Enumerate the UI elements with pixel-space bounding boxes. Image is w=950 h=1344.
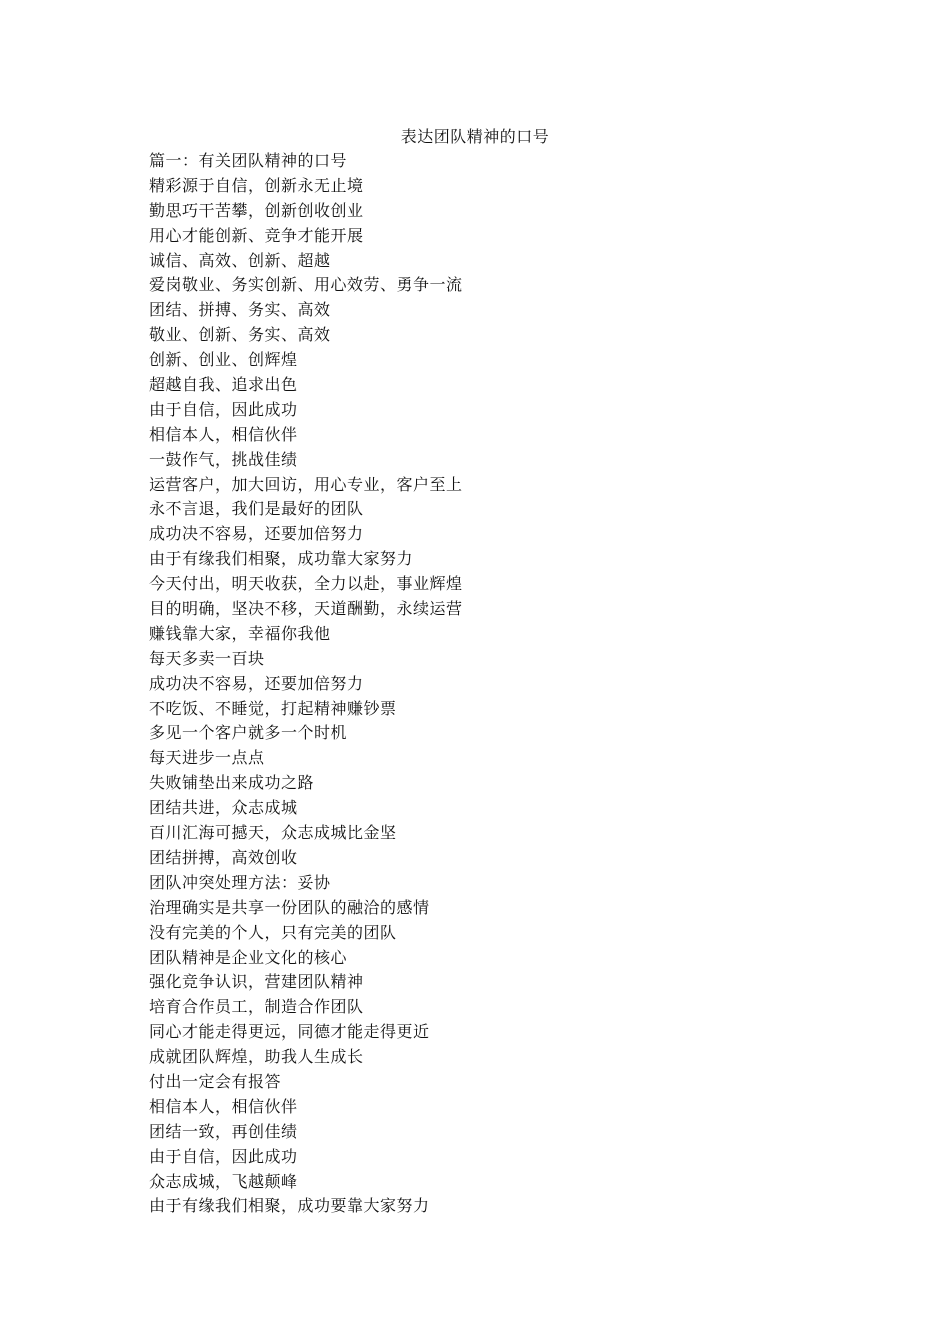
- slogan-line: 不吃饭、不睡觉，打起精神赚钞票: [149, 698, 397, 718]
- slogan-line: 创新、创业、创辉煌: [149, 350, 298, 370]
- slogan-line: 永不言退，我们是最好的团队: [149, 499, 364, 519]
- slogan-line: 一鼓作气，挑战佳绩: [149, 449, 298, 469]
- slogan-line: 团队冲突处理方法：妥协: [149, 872, 331, 892]
- slogan-line: 目的明确，坚决不移，天道酬勤，永续运营: [149, 599, 463, 619]
- slogan-line: 由于自信，因此成功: [149, 1146, 298, 1166]
- slogan-line: 没有完美的个人，只有完美的团队: [149, 922, 397, 942]
- slogan-line: 今天付出，明天收获，全力以赴，事业辉煌: [149, 574, 463, 594]
- slogan-line: 超越自我、追求出色: [149, 375, 298, 395]
- slogan-line: 培育合作员工，制造合作团队: [149, 997, 364, 1017]
- slogan-line: 治理确实是共享一份团队的融洽的感情: [149, 897, 430, 917]
- document-title: 表达团队精神的口号: [400, 127, 550, 146]
- slogan-line: 运营客户，加大回访，用心专业，客户至上: [149, 474, 463, 494]
- slogan-line: 爱岗敬业、务实创新、用心效劳、勇争一流: [149, 275, 463, 295]
- slogan-line: 众志成城，飞越颠峰: [149, 1171, 298, 1191]
- slogan-line: 相信本人，相信伙伴: [149, 424, 298, 444]
- slogan-line: 由于有缘我们相聚，成功要靠大家努力: [149, 1196, 430, 1216]
- slogan-list: [149, 149, 849, 1219]
- slogan-line: 团结一致，再创佳绩: [149, 1121, 298, 1141]
- slogan-line: 敬业、创新、务实、高效: [149, 325, 331, 345]
- slogan-line: 团结、拼搏、务实、高效: [149, 300, 331, 320]
- section-heading: 篇一：有关团队精神的口号: [149, 151, 348, 170]
- slogan-line: 成功决不容易，还要加倍努力: [149, 673, 364, 693]
- slogan-line: 团结拼搏，高效创收: [149, 847, 298, 867]
- slogan-line: 赚钱靠大家，幸福你我他: [149, 623, 331, 643]
- slogan-line: 团队精神是企业文化的核心: [149, 947, 348, 967]
- slogan-line: 诚信、高效、创新、超越: [149, 250, 331, 270]
- slogan-line: 付出一定会有报答: [149, 1071, 282, 1091]
- slogan-line: 失败铺垫出来成功之路: [149, 773, 315, 793]
- slogan-line: 团结共进，众志成城: [149, 798, 298, 818]
- slogan-line: 百川汇海可撼天，众志成城比金坚: [149, 823, 397, 843]
- slogan-line: 精彩源于自信，创新永无止境: [149, 175, 364, 195]
- slogan-line: 每天进步一点点: [149, 748, 265, 768]
- slogan-line: 多见一个客户就多一个时机: [149, 723, 348, 743]
- slogan-line: 用心才能创新、竞争才能开展: [149, 225, 364, 245]
- slogan-line: 勤思巧干苦攀，创新创收创业: [149, 200, 364, 220]
- slogan-line: 由于有缘我们相聚，成功靠大家努力: [149, 549, 414, 569]
- slogan-line: 成就团队辉煌，助我人生成长: [149, 1047, 364, 1067]
- slogan-line: 由于自信，因此成功: [149, 399, 298, 419]
- slogan-line: 成功决不容易，还要加倍努力: [149, 524, 364, 544]
- slogan-line: 同心才能走得更远，同德才能走得更近: [149, 1022, 430, 1042]
- slogan-line: 每天多卖一百块: [149, 648, 265, 668]
- slogan-line: 相信本人，相信伙伴: [149, 1096, 298, 1116]
- slogan-line: 强化竞争认识，营建团队精神: [149, 972, 364, 992]
